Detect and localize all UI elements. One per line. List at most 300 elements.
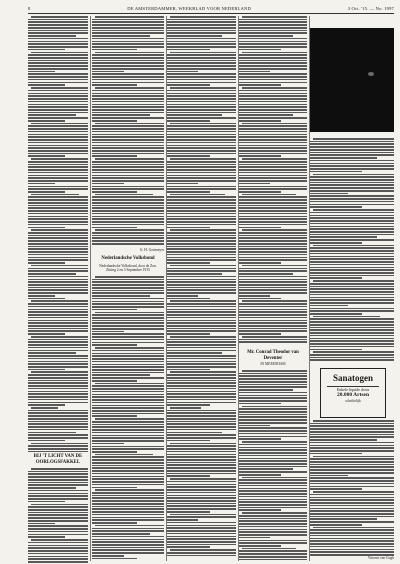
text-line: [310, 239, 394, 241]
text-line: [31, 87, 88, 89]
text-line: [28, 382, 88, 384]
text-line: [92, 552, 164, 554]
text-line: [310, 283, 394, 285]
text-line: [167, 177, 236, 179]
text-line: [167, 276, 236, 278]
text-line: [242, 512, 307, 514]
text-line: [310, 469, 394, 471]
text-line: [310, 291, 394, 293]
text-line: [92, 24, 164, 26]
text-line: [170, 194, 225, 196]
text-line: [92, 60, 164, 62]
text-line: [92, 325, 164, 327]
text-line: [239, 540, 307, 542]
text-line: [92, 136, 164, 138]
text-line: [28, 432, 76, 434]
text-line: [310, 516, 394, 518]
text-line: [167, 328, 236, 330]
text-line: [167, 186, 236, 188]
text-line: [167, 432, 222, 434]
text-line: [28, 153, 88, 155]
text-line: [28, 270, 88, 272]
text-line: [310, 168, 394, 170]
text-line: [31, 194, 79, 196]
text-line: [170, 229, 236, 231]
text-line: [92, 459, 164, 461]
text-line: [310, 447, 394, 449]
text-line: [239, 333, 281, 335]
text-line: [92, 199, 164, 201]
text-line: [28, 95, 88, 97]
text-line: [167, 210, 236, 212]
text-line: [239, 150, 307, 152]
text-line: [92, 470, 164, 472]
text-line: [167, 65, 236, 67]
text-line: [239, 330, 307, 332]
text-line: [310, 327, 394, 329]
text-line: [239, 93, 307, 95]
text-line: [92, 364, 164, 366]
text-line: [28, 161, 88, 163]
text-line: [95, 158, 164, 160]
text-line: [92, 240, 164, 242]
page-number: 8: [28, 5, 31, 11]
text-line: [28, 139, 88, 141]
text-line: [92, 508, 164, 510]
text-line: [92, 104, 164, 106]
text-line: [239, 142, 307, 144]
text-line: [28, 35, 76, 37]
text-line: [239, 95, 307, 97]
text-line: [92, 84, 137, 86]
text-line: [92, 73, 164, 75]
text-line: [92, 533, 150, 535]
text-line: [239, 488, 307, 490]
text-line: [28, 330, 88, 332]
text-line: [28, 142, 88, 144]
text-line: [170, 300, 236, 302]
text-line: [92, 413, 164, 415]
text-line: [310, 477, 394, 479]
text-line: [92, 232, 164, 234]
text-line: [167, 462, 236, 464]
text-line: [167, 511, 210, 513]
text-line: [28, 54, 88, 56]
text-line: [239, 155, 281, 157]
text-line: [28, 235, 88, 237]
text-line: [239, 98, 307, 100]
text-line: [92, 284, 164, 286]
text-line: [92, 478, 164, 480]
text-line: [167, 295, 198, 297]
text-line: [92, 440, 164, 442]
text-line: [239, 186, 307, 188]
text-line: [167, 350, 236, 352]
text-line: [92, 539, 164, 541]
text-line: [313, 138, 394, 140]
text-line: [92, 544, 164, 546]
text-line: [92, 161, 164, 163]
text-line: [239, 553, 307, 555]
text-line: [92, 237, 164, 239]
text-line: [239, 183, 270, 185]
text-line: [170, 265, 236, 267]
text-line: [92, 511, 164, 513]
text-line: [239, 46, 307, 48]
text-line: [310, 143, 394, 145]
text-line: [167, 298, 210, 300]
text-line: [92, 76, 164, 78]
text-line: [167, 106, 236, 108]
text-line: [167, 120, 210, 122]
text-line: [239, 479, 307, 481]
text-line: [242, 300, 307, 302]
text-line: [310, 505, 394, 507]
text-line: [239, 314, 307, 316]
text-line: [239, 292, 307, 294]
text-line: [167, 358, 236, 360]
text-line: [167, 281, 236, 283]
text-line: [167, 243, 236, 245]
text-line: [239, 106, 307, 108]
text-line: [92, 328, 164, 330]
text-line: [92, 281, 164, 283]
text-line: [167, 434, 236, 436]
text-line: [167, 235, 236, 237]
text-line: [310, 436, 394, 438]
text-line: [167, 530, 236, 532]
text-line: [310, 220, 394, 222]
text-line: [167, 448, 236, 450]
text-line: [28, 377, 88, 379]
text-line: [167, 306, 236, 308]
text-line: [313, 245, 394, 247]
text-line: [28, 46, 88, 48]
text-line: [239, 425, 270, 427]
text-line: [28, 361, 88, 363]
article-body: [92, 16, 164, 246]
text-line: [28, 246, 88, 248]
text-line: [239, 71, 270, 73]
text-line: [92, 530, 164, 532]
text-line: [239, 550, 307, 552]
text-line: [31, 504, 88, 506]
text-line: [167, 19, 236, 21]
text-line: [167, 76, 236, 78]
text-line: [239, 180, 307, 182]
text-line: [167, 90, 236, 92]
text-line: [95, 347, 164, 349]
text-line: [239, 320, 307, 322]
text-line: [92, 150, 164, 152]
text-line: [310, 141, 394, 143]
article-body: [28, 468, 88, 564]
text-line: [310, 182, 394, 184]
text-line: [92, 429, 164, 431]
text-line: [167, 352, 222, 354]
text-line: [239, 27, 307, 29]
text-line: [92, 320, 164, 322]
text-line: [239, 556, 307, 558]
text-line: [310, 294, 394, 296]
text-line: [167, 541, 236, 543]
text-line: [31, 52, 88, 54]
text-line: [310, 502, 394, 504]
text-line: [28, 106, 88, 108]
text-line: [28, 240, 88, 242]
text-line: [28, 391, 88, 393]
issue-date: 3 Oct. '15. — No. 1997: [347, 5, 394, 11]
text-line: [167, 475, 210, 477]
text-line: [92, 426, 164, 428]
text-line: [310, 204, 394, 206]
text-line: [239, 408, 307, 410]
text-line: [167, 544, 236, 546]
text-line: [167, 519, 198, 521]
text-line: [28, 131, 88, 133]
text-line: [239, 397, 307, 399]
text-line: [167, 134, 236, 136]
text-line: [167, 136, 236, 138]
text-line: [92, 210, 164, 212]
text-line: [92, 134, 164, 136]
text-line: [310, 431, 394, 433]
text-line: [31, 265, 88, 267]
text-line: [310, 551, 394, 553]
text-line: [239, 375, 307, 377]
text-line: [239, 339, 307, 341]
text-line: [167, 303, 236, 305]
text-line: [167, 445, 236, 447]
text-line: [92, 221, 164, 223]
text-line: [92, 153, 164, 155]
text-line: [92, 32, 164, 34]
text-line: [28, 295, 55, 297]
text-line: [92, 446, 164, 448]
text-line: [242, 87, 307, 89]
text-line: [239, 414, 307, 416]
text-line: [167, 95, 236, 97]
text-line: [92, 415, 137, 417]
text-line: [310, 499, 394, 501]
text-line: [239, 224, 307, 226]
text-line: [92, 65, 164, 67]
text-line: [28, 347, 88, 349]
text-line: [92, 555, 124, 557]
text-line: [167, 454, 236, 456]
text-line: [92, 298, 164, 300]
text-line: [170, 478, 236, 480]
text-line: [92, 342, 164, 344]
text-line: [170, 407, 201, 409]
text-line: [167, 216, 236, 218]
text-line: [28, 317, 88, 319]
text-line: [167, 131, 236, 133]
text-line: [242, 123, 307, 125]
text-line: [28, 542, 88, 544]
text-line: [239, 213, 307, 215]
text-line: [239, 205, 307, 207]
text-line: [313, 420, 394, 422]
text-line: [167, 388, 236, 390]
text-line: [95, 454, 153, 456]
text-line: [239, 325, 307, 327]
text-line: [28, 506, 88, 508]
text-line: [92, 120, 137, 122]
text-line: [28, 169, 88, 171]
text-line: [167, 516, 236, 518]
text-line: [310, 187, 394, 189]
column-5: [310, 16, 394, 564]
text-line: [28, 90, 88, 92]
text-line: [92, 437, 164, 439]
text-line: [239, 427, 307, 429]
text-line: [28, 104, 88, 106]
text-line: [92, 93, 164, 95]
text-line: [28, 57, 88, 59]
text-line: [92, 309, 137, 311]
text-line: [92, 191, 137, 193]
text-line: [28, 517, 88, 519]
text-line: [167, 246, 236, 248]
text-line: [167, 191, 210, 193]
text-line: [239, 65, 307, 67]
text-line: [92, 372, 164, 374]
text-line: [92, 443, 124, 445]
text-line: [167, 311, 236, 313]
text-line: [310, 269, 394, 271]
text-line: [167, 125, 236, 127]
text-line: [167, 112, 236, 114]
text-line: [167, 101, 236, 103]
text-line: [28, 109, 88, 111]
text-line: [170, 514, 236, 516]
text-line: [167, 268, 236, 270]
text-line: [170, 52, 236, 54]
text-line: [167, 284, 236, 286]
text-line: [28, 210, 88, 212]
text-line: [242, 406, 307, 408]
text-line: [167, 347, 236, 349]
text-line: [167, 117, 236, 119]
text-line: [239, 153, 307, 155]
text-line: [239, 378, 307, 380]
text-line: [310, 359, 394, 361]
text-line: [167, 207, 236, 209]
text-line: [239, 177, 307, 179]
text-line: [239, 175, 307, 177]
text-line: [92, 101, 164, 103]
text-line: [239, 328, 307, 330]
text-line: [310, 236, 377, 238]
text-line: [28, 289, 88, 291]
text-line: [239, 21, 307, 23]
text-line: [28, 550, 88, 552]
text-line: [167, 426, 236, 428]
text-line: [239, 422, 307, 424]
text-line: [92, 410, 164, 412]
text-line: [239, 295, 270, 297]
text-line: [239, 35, 293, 37]
text-line: [28, 358, 88, 360]
text-line: [310, 434, 394, 436]
text-line: [92, 82, 164, 84]
text-line: [28, 311, 88, 313]
text-line: [28, 207, 88, 209]
text-line: [92, 30, 164, 32]
text-line: [239, 227, 281, 229]
text-line: [167, 240, 236, 242]
column-2: [92, 16, 164, 564]
text-line: [92, 492, 164, 494]
text-line: [310, 423, 394, 425]
text-line: [239, 463, 307, 465]
text-line: [31, 371, 88, 373]
article-body: [239, 370, 307, 561]
text-line: [170, 16, 236, 18]
text-line: [92, 98, 164, 100]
text-line: [167, 399, 236, 401]
text-line: [239, 43, 307, 45]
text-line: [92, 358, 164, 360]
text-line: [28, 147, 88, 149]
text-line: [95, 276, 164, 278]
text-line: [239, 438, 281, 440]
text-line: [167, 322, 236, 324]
text-line: [92, 317, 164, 319]
text-line: [92, 49, 137, 51]
text-line: [310, 540, 394, 542]
text-line: [170, 158, 236, 160]
text-line: [239, 30, 307, 32]
text-line: [239, 270, 307, 272]
text-line: [167, 98, 236, 100]
text-line: [167, 309, 236, 311]
text-line: [92, 46, 164, 48]
text-line: [239, 232, 307, 234]
text-line: [239, 515, 307, 517]
text-line: [310, 154, 394, 156]
text-line: [310, 152, 394, 154]
text-line: [310, 549, 394, 551]
text-line: [167, 237, 236, 239]
text-line: [28, 426, 88, 428]
text-line: [28, 205, 88, 207]
text-line: [28, 19, 88, 21]
text-line: [167, 429, 236, 431]
text-line: [28, 523, 55, 525]
text-line: [28, 423, 88, 425]
text-line: [28, 412, 88, 414]
text-line: [28, 547, 88, 549]
text-line: [167, 341, 236, 343]
text-line: [310, 439, 377, 441]
text-line: [28, 344, 88, 346]
text-line: [167, 393, 236, 395]
text-line: [28, 320, 88, 322]
text-line: [92, 388, 164, 390]
text-line: [92, 216, 164, 218]
text-line: [92, 205, 164, 207]
text-line: [92, 421, 164, 423]
text-line: [310, 247, 394, 249]
text-line: [239, 41, 307, 43]
text-line: [28, 175, 88, 177]
text-line: [239, 114, 293, 116]
text-line: [28, 484, 88, 486]
text-line: [239, 309, 307, 311]
text-line: [92, 536, 164, 538]
